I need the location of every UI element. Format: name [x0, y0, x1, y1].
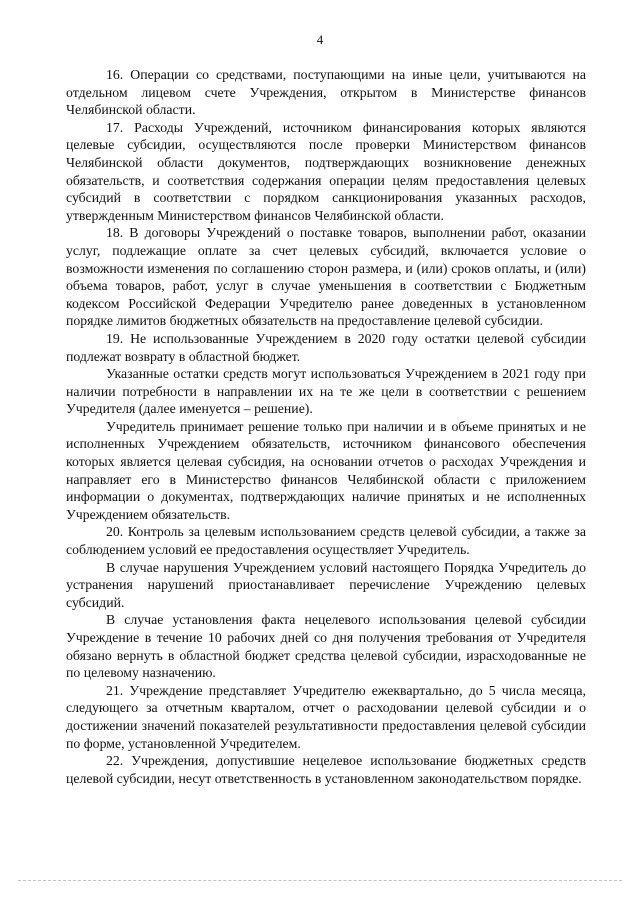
paragraph-19: 19. Не использованные Учреждением в 2020 году остатки целевой субсидии подлежат возврату в областной бюджет.	[66, 330, 586, 364]
paragraph-21: 21. Учреждение представляет Учредителю ежеквартально, до 5 числа месяца, следующего за отчетным кварталом, отчет о расходовании целевой субсидии и о достижении значений показателей результативности предоставления целевой субсидии по форме, установленной Учредителем.	[66, 682, 586, 751]
paragraph-16: 16. Операции со средствами, поступающими на иные цели, учитываются на отдельном лицевом счете Учреждения, открытом в Министерстве финансов Челябинской области.	[66, 67, 586, 118]
paragraph-22: 22. Учреждения, допустившие нецелевое использование бюджетных средств целевой субсидии, несут ответственность в установленном законодательством порядке.	[66, 753, 586, 786]
paragraph-20-violation: В случае нарушения Учреждением условий настоящего Порядка Учредитель до устранения нарушений приостанавливает перечисление Учреждению целевых субсидий.	[66, 559, 586, 610]
document-body	[66, 66, 586, 787]
paragraph-19-founder-decision: Учредитель принимает решение только при наличии и в объеме принятых и не исполненных Учреждением обязательств, источником финансового обеспечения которых является целевая субсидия, на основании отчетов о расходах Учреждения и направляет его в Министерство финансов Челябинской области с приложением информации о документах, подтверждающих наличие принятых и не исполненных Учреждением обязательств.	[66, 418, 586, 522]
paragraph-19-remaining-balances: Указанные остатки средств могут использоваться Учреждением в 2021 году при наличии потребности в направлении их на те же цели в соответствии с решением Учредителя (далее именуется – решение).	[66, 366, 586, 417]
page-number: 4	[316, 32, 324, 47]
paragraph-20-misuse: В случае установления факта нецелевого использования целевой субсидии Учреждение в течение 10 рабочих дней со дня получения требования от Учредителя обязано вернуть в областной бюджет средства целевой субсидии, израсходованные не по целевому назначению.	[66, 612, 586, 681]
page-bottom-divider	[18, 880, 622, 881]
paragraph-17: 17. Расходы Учреждений, источником финансирования которых являются целевые субсидии, осуществляются после проверки Министерством финансов Челябинской области документов, подтверждающих возникновение денежных обязательств, и соответствия содержания операции целям предоставления целевых субсидий в соответствии с порядком санкционирования указанных расходов, утвержденным Министерством финансов Челябинской области.	[66, 119, 586, 223]
paragraph-18: 18. В договоры Учреждений о поставке товаров, выполнении работ, оказании услуг, подлежащие оплате за счет целевых субсидий, включается условие о возможности изменения по соглашению сторон размера, и (или) сроков оплаты, и (или) объема товаров, работ, услуг в случае уменьшения в соответствии с Бюджетным кодексом Российской Федерации Учредителю ранее доведенных в установленном порядке лимитов бюджетных обязательств на предоставление целевой субсидии.	[66, 225, 586, 329]
paragraph-20: 20. Контроль за целевым использованием средств целевой субсидии, а также за соблюдением условий ее предоставления осуществляет Учредитель.	[66, 524, 586, 558]
